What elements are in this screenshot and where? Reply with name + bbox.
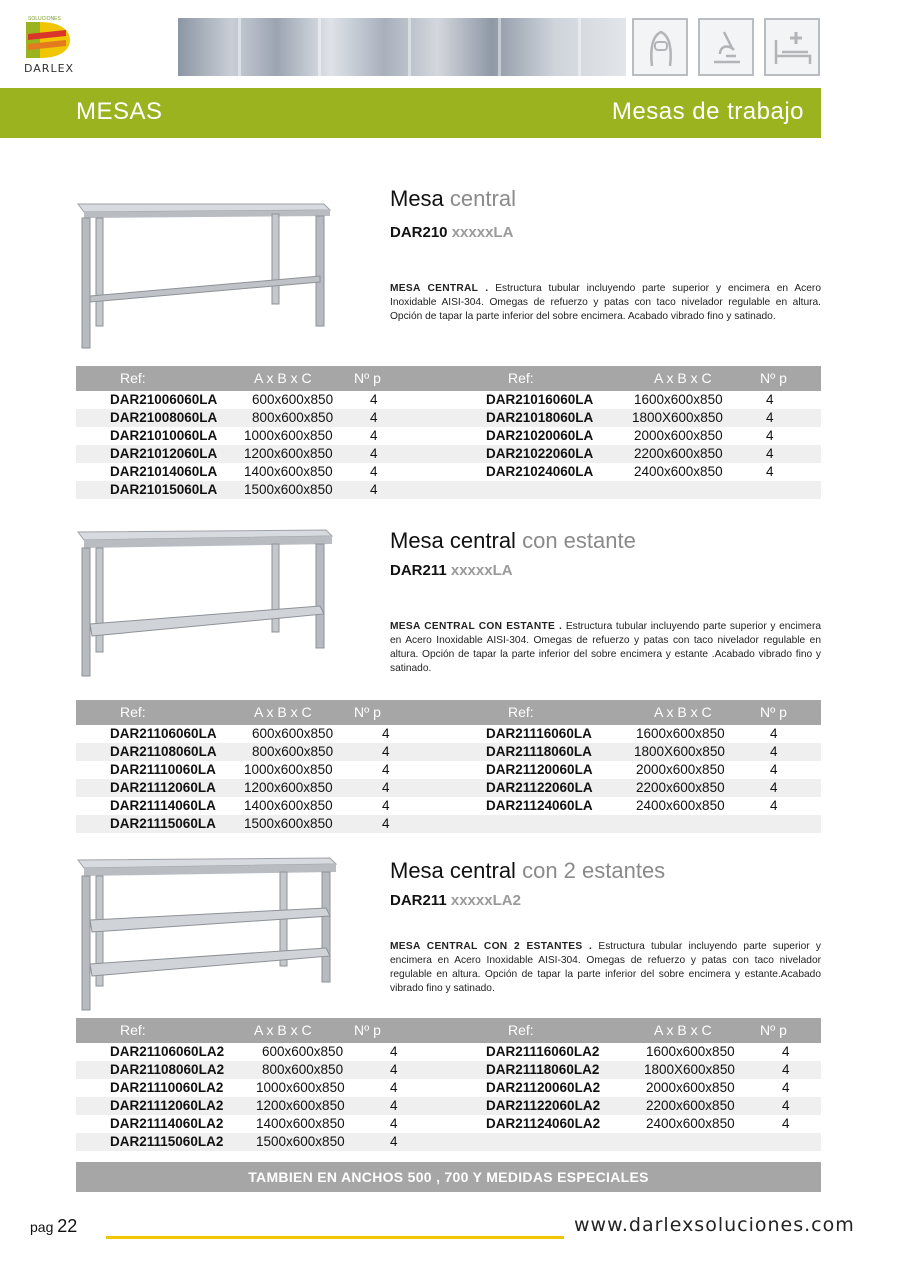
product-code: DAR211 xxxxxLA2 bbox=[390, 892, 521, 909]
company-logo bbox=[22, 14, 82, 76]
logo-mark-icon bbox=[26, 20, 72, 60]
table-row: DAR21110060LA 1000x600x850 4 DAR21120060LA 2000x600x850 4 bbox=[76, 761, 821, 779]
table-rows bbox=[76, 1043, 821, 1151]
table-row: DAR21010060LA 1000x600x850 4 DAR21020060LA 2000x600x850 4 bbox=[76, 427, 821, 445]
microscope-icon bbox=[698, 18, 754, 76]
product-code: DAR210 xxxxxLA bbox=[390, 224, 514, 241]
table-row: DAR21115060LA2 1500x600x850 4 bbox=[76, 1133, 821, 1151]
table-row: DAR21108060LA2 800x600x850 4 DAR21118060LA2 1800X600x850 4 bbox=[76, 1061, 821, 1079]
website-link[interactable]: www.darlexsoluciones.com bbox=[574, 1214, 855, 1236]
table-header: Ref: A x B x C Nº p Ref: A x B x C Nº p bbox=[76, 700, 821, 725]
table-row: DAR21115060LA 1500x600x850 4 bbox=[76, 815, 821, 833]
hospital-bed-icon bbox=[764, 18, 820, 76]
cleanroom-suit-icon bbox=[632, 18, 688, 76]
table-row: DAR21014060LA 1400x600x850 4 DAR21024060LA 2400x600x850 4 bbox=[76, 463, 821, 481]
table-row: DAR21008060LA 800x600x850 4 DAR21018060LA 1800X600x850 4 bbox=[76, 409, 821, 427]
table-with-shelf-product-image bbox=[74, 524, 336, 680]
product-description: MESA CENTRAL . Estructura tubular incluyendo parte superior y encimera en Acero Inoxidable AISI-304. Omegas de refuerzo y patas con taco nivelador regulable en altura. Opción de tapar la parte inferior del sobre encimera. Acabado vibrado fino y satinado. bbox=[390, 283, 821, 322]
product-table bbox=[76, 700, 821, 833]
footer-divider bbox=[106, 1236, 564, 1239]
table-header: Ref: A x B x C Nº p Ref: A x B x C Nº p bbox=[76, 1018, 821, 1043]
table-row: DAR21114060LA2 1400x600x850 4 DAR21124060LA2 2400x600x850 4 bbox=[76, 1115, 821, 1133]
product-title: Mesa central con estante bbox=[390, 528, 636, 553]
table-row: DAR21106060LA 600x600x850 4 DAR21116060LA 1600x600x850 4 bbox=[76, 725, 821, 743]
table-row: DAR21106060LA2 600x600x850 4 DAR21116060LA2 1600x600x850 4 bbox=[76, 1043, 821, 1061]
table-rows bbox=[76, 725, 821, 833]
section-title: MESAS bbox=[76, 98, 163, 125]
table-row: DAR21112060LA2 1200x600x850 4 DAR21122060LA2 2200x600x850 4 bbox=[76, 1097, 821, 1115]
table-row: DAR21108060LA 800x600x850 4 DAR21118060LA 1800X600x850 4 bbox=[76, 743, 821, 761]
header-banner-photo bbox=[178, 18, 626, 76]
product-table bbox=[76, 366, 821, 499]
special-sizes-notice: TAMBIEN EN ANCHOS 500 , 700 Y MEDIDAS ESPECIALES bbox=[76, 1162, 821, 1192]
section-subtitle: Mesas de trabajo bbox=[611, 98, 804, 125]
table-row: DAR21012060LA 1200x600x850 4 DAR21022060LA 2200x600x850 4 bbox=[76, 445, 821, 463]
product-description: MESA CENTRAL CON 2 ESTANTES . Estructura tubular incluyendo parte superior y encimera en Acero Inoxidable AISI-304. Omegas de refuerzo y patas con taco nivelador regulable en altura. Opción de tapar la parte inferior del sobre encimera y estante.Acabado vibrado fino y satinado. bbox=[390, 941, 821, 994]
table-row: DAR21112060LA 1200x600x850 4 DAR21122060LA 2200x600x850 4 bbox=[76, 779, 821, 797]
table-product-image bbox=[74, 196, 334, 356]
table-row: DAR21015060LA 1500x600x850 4 bbox=[76, 481, 821, 499]
product-code: DAR211 xxxxxLA bbox=[390, 562, 513, 579]
table-row: DAR21006060LA 600x600x850 4 DAR21016060LA 1600x600x850 4 bbox=[76, 391, 821, 409]
table-row: DAR21114060LA 1400x600x850 4 DAR21124060LA 2400x600x850 4 bbox=[76, 797, 821, 815]
product-table bbox=[76, 1018, 821, 1151]
product-title: Mesa central bbox=[390, 186, 516, 211]
product-description: MESA CENTRAL CON ESTANTE . Estructura tubular incluyendo parte superior y encimera en Acero Inoxidable AISI-304. Omegas de refuerzo y patas con taco nivelador regulable en altura. Opción de tapar la parte inferior del sobre encimera y estante .Acabado vibrado fino y satinado. bbox=[390, 621, 822, 674]
table-rows bbox=[76, 391, 821, 499]
table-with-two-shelves-product-image bbox=[74, 852, 340, 1014]
page-number: pag 22 bbox=[30, 1216, 78, 1236]
logo-text: DARLEX bbox=[24, 62, 75, 75]
table-row: DAR21110060LA2 1000x600x850 4 DAR21120060LA2 2000x600x850 4 bbox=[76, 1079, 821, 1097]
logo-subtitle: SOLUCIONES bbox=[28, 16, 61, 22]
table-header: Ref: A x B x C Nº p Ref: A x B x C Nº p bbox=[76, 366, 821, 391]
product-title: Mesa central con 2 estantes bbox=[390, 858, 666, 883]
